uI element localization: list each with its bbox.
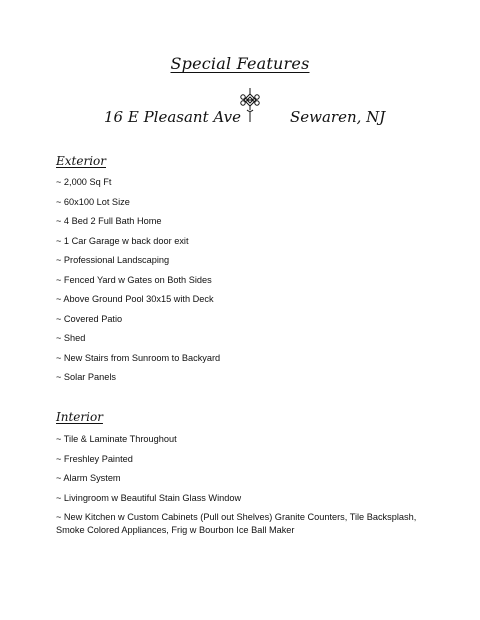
interior-feature-list — [56, 433, 436, 544]
interior-feature-item: ~ Freshley Painted — [56, 453, 133, 464]
exterior-feature-item: ~ 60x100 Lot Size — [56, 196, 130, 207]
address-row — [0, 88, 480, 128]
street-address: 16 E Pleasant Ave — [104, 108, 241, 126]
exterior-heading: Exterior — [56, 154, 106, 168]
exterior-feature-item: ~ Solar Panels — [56, 372, 117, 382]
city-state: Sewaren, NJ — [290, 108, 386, 126]
page-title: Special Features — [170, 54, 310, 73]
exterior-feature-list — [56, 176, 436, 391]
interior-feature-item: ~ Alarm System — [56, 473, 121, 483]
interior-feature-item: ~ Livingroom w Beautiful Stain Glass Window — [56, 492, 242, 503]
exterior-feature-item: ~ Fenced Yard w Gates on Both Sides — [56, 274, 212, 285]
exterior-feature-item: ~ Shed — [56, 333, 86, 343]
exterior-feature-item: ~ 4 Bed 2 Full Bath Home — [56, 216, 162, 226]
exterior-feature-item: ~ 1 Car Garage w back door exit — [56, 235, 189, 246]
interior-heading: Interior — [56, 410, 103, 424]
exterior-feature-item: ~ 2,000 Sq Ft — [56, 177, 112, 187]
interior-feature-item: ~ New Kitchen w Custom Cabinets (Pull out Shelves) Granite Counters, Tile Backsplash, Smoke Colored Appliances, Frig w Bourbon Ice Ball Maker — [56, 512, 417, 535]
exterior-feature-item: ~ Covered Patio — [56, 313, 123, 324]
exterior-feature-item: ~ Above Ground Pool 30x15 with Deck — [56, 294, 214, 304]
celtic-knot-icon — [239, 88, 261, 124]
interior-feature-item: ~ Tile & Laminate Throughout — [56, 434, 177, 444]
exterior-feature-item: ~ New Stairs from Sunroom to Backyard — [56, 352, 221, 363]
exterior-feature-item: ~ Professional Landscaping — [56, 255, 170, 265]
